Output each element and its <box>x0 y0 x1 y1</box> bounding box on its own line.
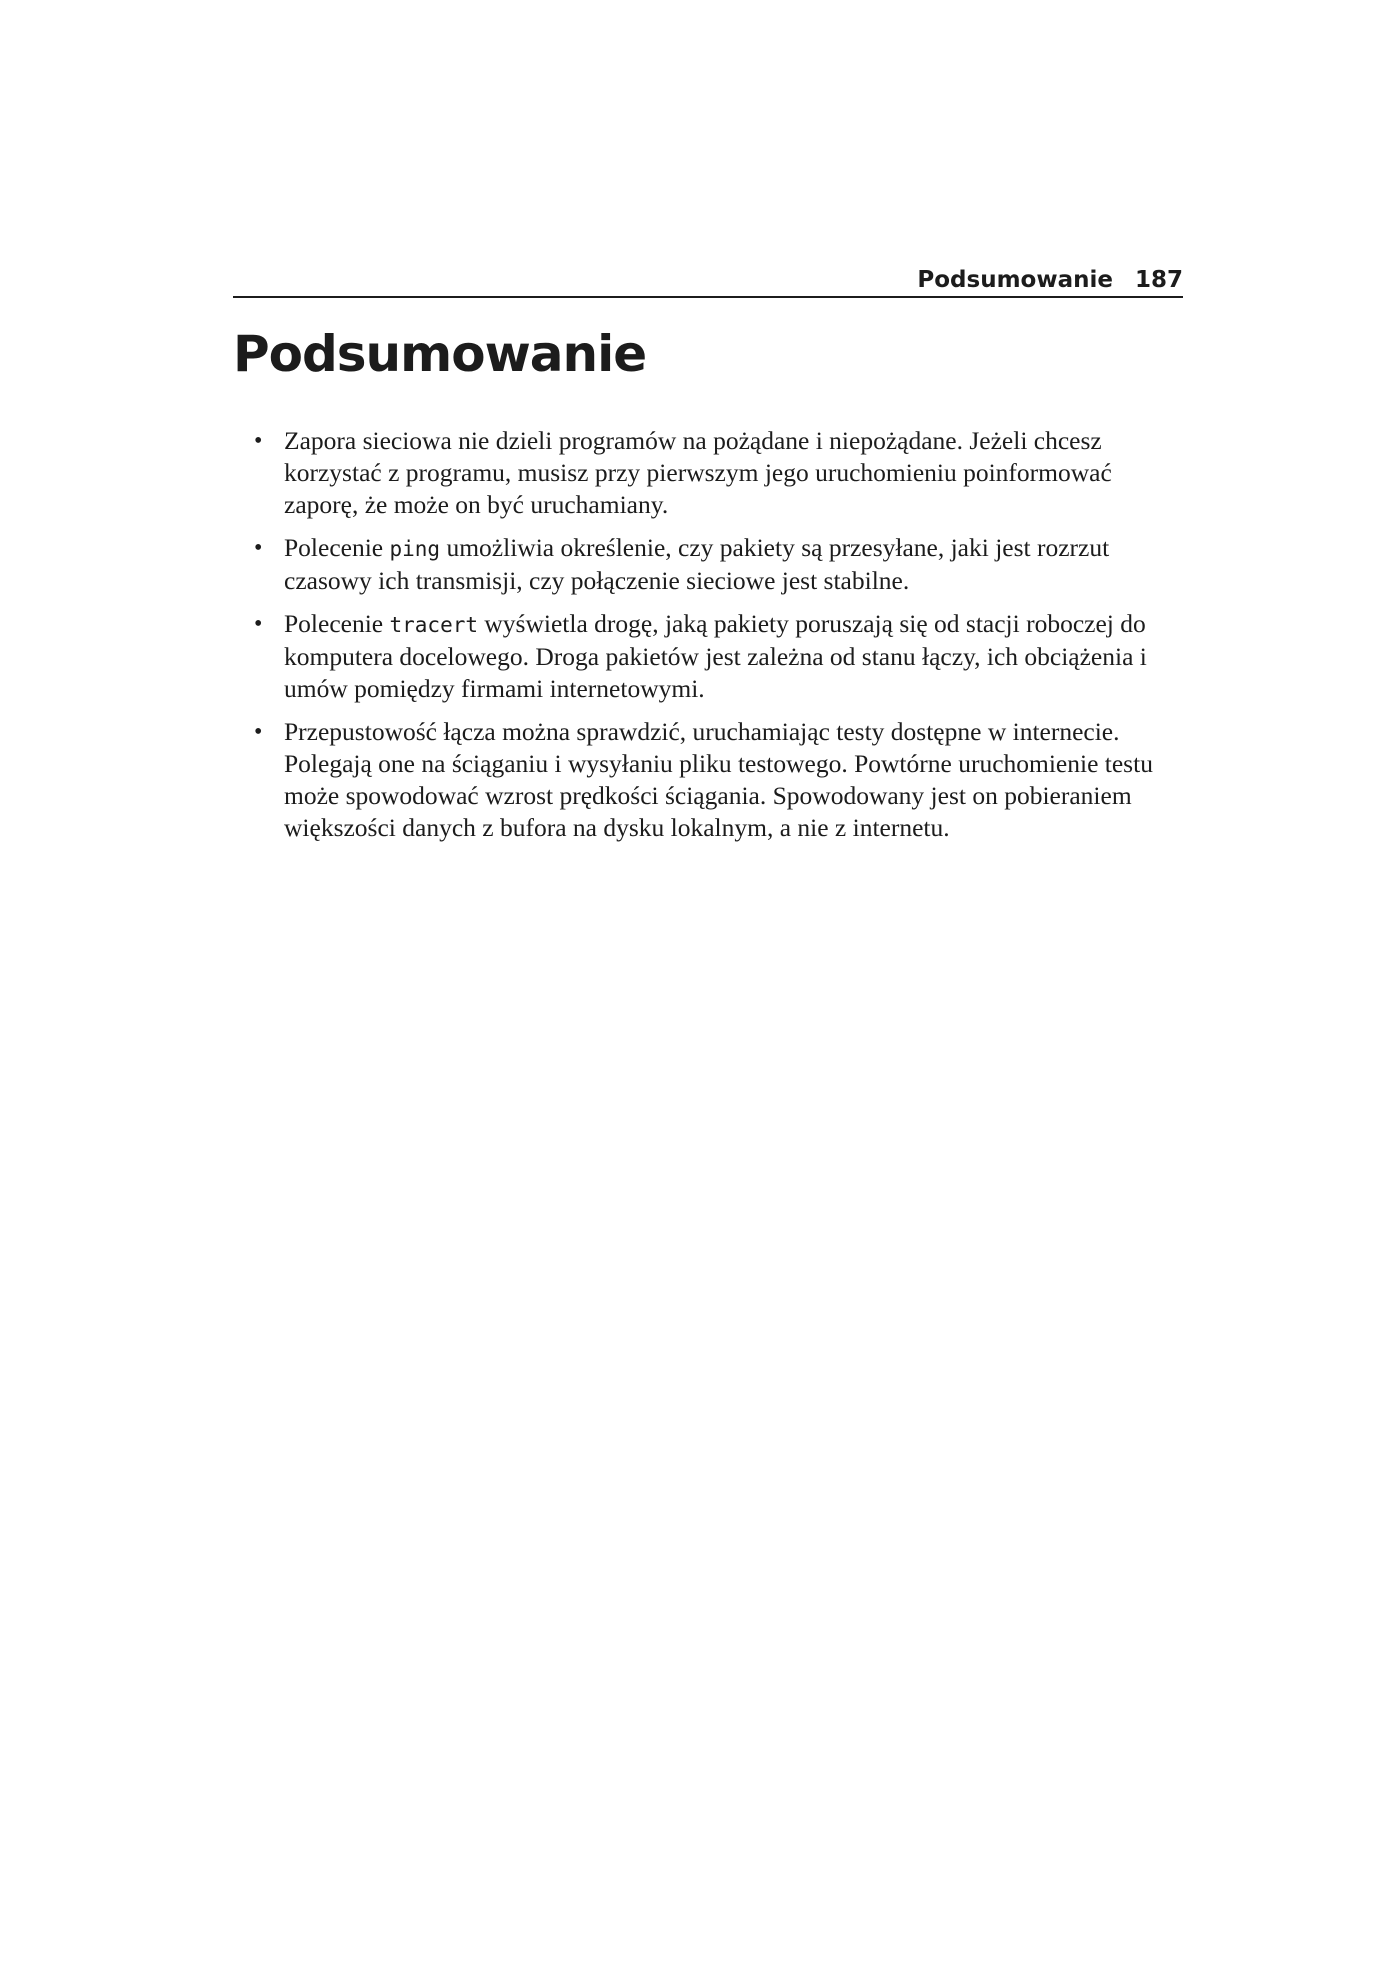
list-item-text: Przepustowość łącza można sprawdzić, uruchamiając testy dostępne w internecie. Polegają one na ściąganiu i wysyłaniu pliku testowego. Powtórne uruchomienie testu może spowodować wzrost prędkości ściągania. Spowodowany jest on pobieraniem większości danych z bufora na dysku lokalnym, a nie z internetu. <box>284 717 1153 842</box>
list-item-text: Zapora sieciowa nie dzieli programów na pożądane i niepożądane. Jeżeli chcesz korzystać z programu, musisz przy pierwszym jego uruchomieniu poinformować zaporę, że może on być uruchamiany. <box>284 426 1112 519</box>
running-title: Podsumowanie <box>917 267 1113 293</box>
list-item-text-before: Polecenie <box>284 609 390 638</box>
section-title: Podsumowanie <box>233 325 647 383</box>
list-item <box>284 608 1174 705</box>
ping-command: ping <box>389 537 441 561</box>
list-item <box>284 716 1174 844</box>
list-item <box>284 532 1174 597</box>
list-item-text-after: umożliwia określenie, czy pakiety są przesyłane, jaki jest rozrzut czasowy ich transmisji, czy połączenie sieciowe jest stabilne. <box>284 533 1110 595</box>
tracert-command: tracert <box>389 613 479 637</box>
running-header <box>233 262 1183 298</box>
list-item-text-before: Polecenie <box>284 533 390 562</box>
page-number: 187 <box>1134 267 1183 293</box>
list-item <box>284 425 1174 521</box>
summary-list <box>284 425 1174 855</box>
list-item-text-after: wyświetla drogę, jaką pakiety poruszają się od stacji roboczej do komputera docelowego. Droga pakietów jest zależna od stanu łączy, ich obciążenia i umów pomiędzy firmami internetowymi. <box>284 609 1147 703</box>
